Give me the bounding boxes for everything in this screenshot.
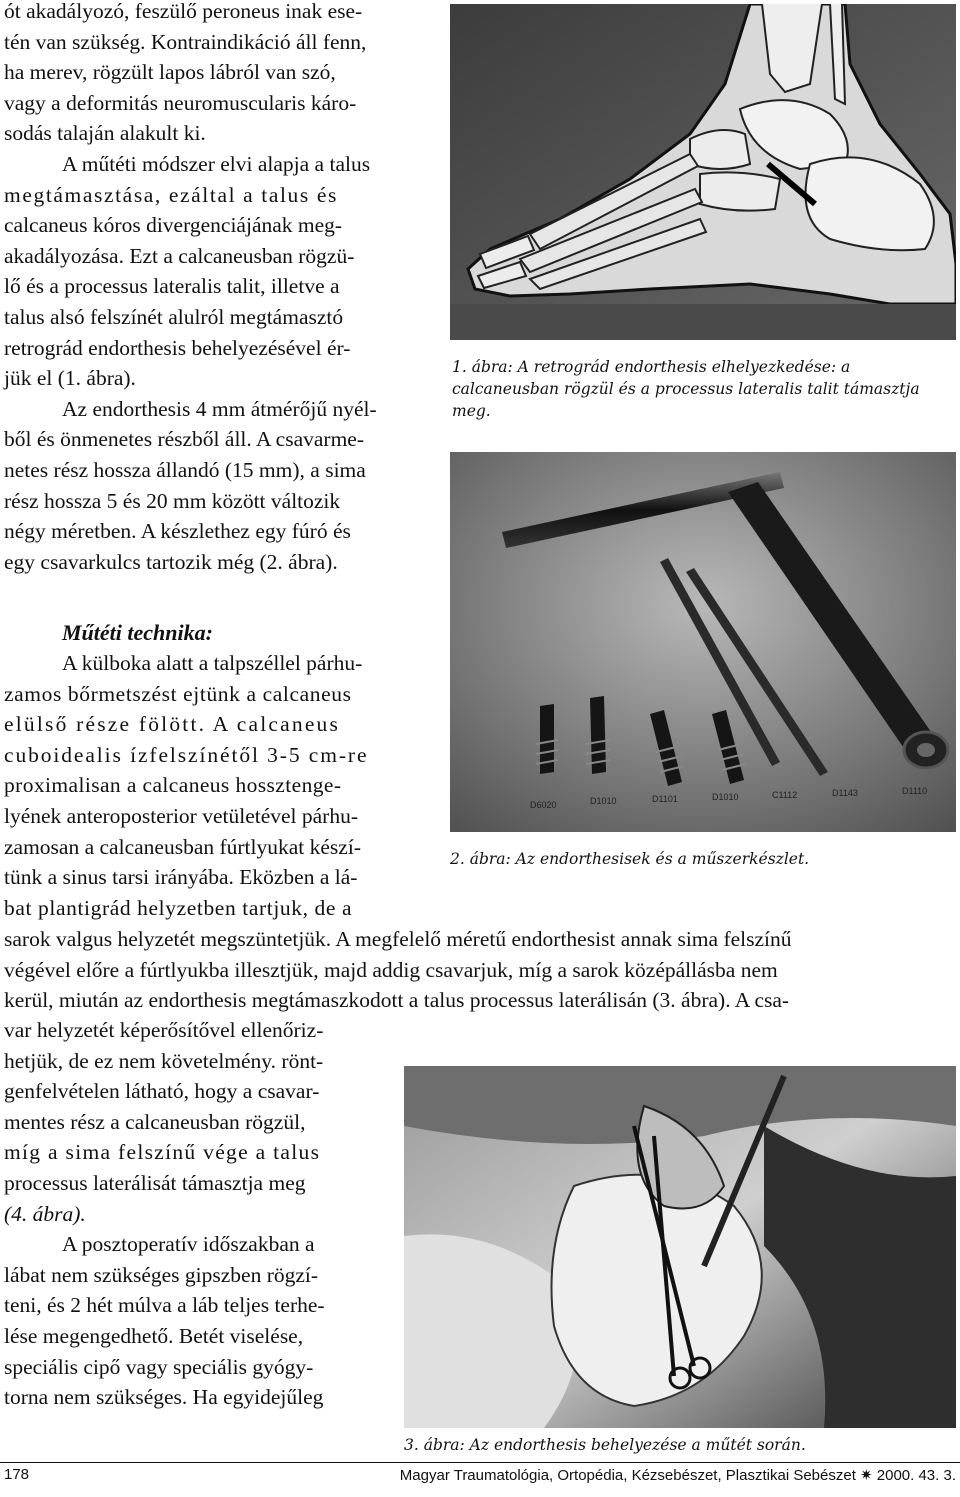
- text-line: kerül, miután az endorthesis megtámaszkodott a talus processus laterálisán (3. ábra). A csa-: [4, 988, 790, 1013]
- text-line: tén van szükség. Kontraindikáció áll fenn,: [4, 29, 367, 54]
- instrument-code-label: D1010: [590, 796, 617, 806]
- text-line: vagy a deformitás neuromuscularis káro-: [4, 90, 357, 115]
- figure-3-caption: 3. ábra: Az endorthesis behelyezése a műtét során.: [404, 1436, 806, 1454]
- instrument-code-label: D1143: [832, 788, 858, 798]
- text-line: végével előre a fúrtlyukba illesztjük, majd addig csavarjuk, míg a sarok középállásba nem: [4, 957, 778, 982]
- text-line: tünk a sinus tarsi irányába. Eközben a lá-: [4, 865, 358, 890]
- text-line: megtámasztása, ezáltal a talus és: [4, 182, 338, 207]
- figure-1-caption: 1. ábra: A retrográd endorthesis elhelyezkedése: a calcaneusban rögzül és a processus lateralis talit támasztja meg.: [452, 358, 920, 420]
- text-line: ből és önmenetes részből áll. A csavarme-: [4, 427, 365, 452]
- text-line: cuboidealis ízfelszínétől 3-5 cm-re: [4, 742, 369, 767]
- text-line: sarok valgus helyzetét megszüntetjük. A megfelelő méretű endorthesist annak sima felszínű: [4, 927, 792, 951]
- postop-paragraphs: [4, 1015, 388, 1413]
- text-line: talus alsó felszínét alulról megtámasztó: [4, 304, 344, 329]
- text-line: speciális cipő vagy speciális gyógy-: [4, 1354, 314, 1379]
- text-line: négy méretben. A készlethez egy fúró és: [4, 519, 351, 544]
- text-line: bat plantigrád helyzetben tartjuk, de a: [4, 895, 353, 920]
- text-line: Az endorthesis 4 mm átmérőjű nyél-: [62, 396, 377, 421]
- text-line: calcaneus kóros divergenciájának meg-: [4, 213, 343, 238]
- text-line: netes rész hossza állandó (15 mm), a sima: [4, 457, 366, 482]
- page-number: 178: [4, 1466, 30, 1483]
- figure-1-foot-diagram: [450, 4, 956, 340]
- footer-rule: [0, 1462, 960, 1463]
- text-line: ha merev, rögzült lapos lábról van szó,: [4, 60, 336, 85]
- text-line: sodás talaján alakult ki.: [4, 121, 206, 146]
- text-line: ót akadályozó, feszülő peroneus inak ese-: [4, 0, 363, 23]
- text-line: lése megengedhető. Betét viselése,: [4, 1323, 304, 1348]
- text-line: akadályozása. Ezt a calcaneusban rögzü-: [4, 243, 355, 268]
- text-line: hetjük, de ez nem követelmény. rönt-: [4, 1048, 324, 1073]
- text-line: zamosan a calcaneusban fúrtlyukat készí-: [4, 834, 361, 859]
- intro-paragraphs: [4, 0, 430, 577]
- figure-3-surgery-photo: [404, 1066, 956, 1428]
- instrument-code-label: D6020: [530, 800, 557, 810]
- text-line: retrográd endorthesis behelyezésével ér-: [4, 335, 351, 360]
- text-line: lyének anteroposterior vetületével párhu-: [4, 803, 359, 828]
- instrument-code-label: C1112: [772, 790, 798, 800]
- text-line: A külboka alatt a talpszéllel párhu-: [62, 651, 363, 675]
- text-line: genfelvételen látható, hogy a csavar-: [4, 1079, 320, 1104]
- journal-title: Magyar Traumatológia, Ortopédia, Kézsebészet, Plasztikai Sebészet ✷ 2000. 43. 3.: [399, 1467, 956, 1484]
- text-line: A posztoperatív időszakban a: [62, 1232, 315, 1257]
- text-line: zamos bőrmetszést ejtünk a calcaneus: [4, 681, 352, 706]
- text-line: egy csavarkulcs tartozik még (2. ábra).: [4, 549, 338, 574]
- section-heading: Műtéti technika:: [62, 620, 213, 645]
- instrument-code-label: D1101: [652, 794, 678, 804]
- text-line: torna nem szükséges. Ha egyidejűleg: [4, 1385, 324, 1410]
- instrument-code-label: D1110: [902, 786, 928, 796]
- text-line: var helyzetét képerősítővel ellenőriz-: [4, 1018, 324, 1042]
- full-width-paragraph: [4, 924, 956, 1016]
- text-line: (4. ábra).: [4, 1201, 86, 1226]
- text-line: A műtéti módszer elvi alapja a talus: [62, 151, 371, 176]
- text-line: elülső része fölött. A calcaneus: [4, 712, 341, 737]
- text-line: lő és a processus lateralis talit, illetve a: [4, 274, 340, 299]
- instrument-code-label: D1010: [712, 792, 739, 802]
- technique-paragraph: [4, 648, 430, 923]
- text-line: proximalisan a calcaneus hossztenge-: [4, 773, 342, 798]
- text-line: teni, és 2 hét múlva a láb teljes terhe-: [4, 1293, 325, 1318]
- figure-2-caption: 2. ábra: Az endorthesisek és a műszerkészlet.: [450, 850, 810, 868]
- text-line: processus laterálisát támasztja meg: [4, 1170, 306, 1195]
- text-line: jük el (1. ábra).: [4, 366, 136, 391]
- figure-2-instruments-photo: [450, 452, 956, 832]
- text-line: mentes rész a calcaneusban rögzül,: [4, 1109, 306, 1134]
- text-line: lábat nem szükséges gipszben rögzí-: [4, 1262, 319, 1287]
- text-line: rész hossza 5 és 20 mm között változik: [4, 488, 341, 513]
- text-line: míg a sima felszínű vége a talus: [4, 1140, 321, 1165]
